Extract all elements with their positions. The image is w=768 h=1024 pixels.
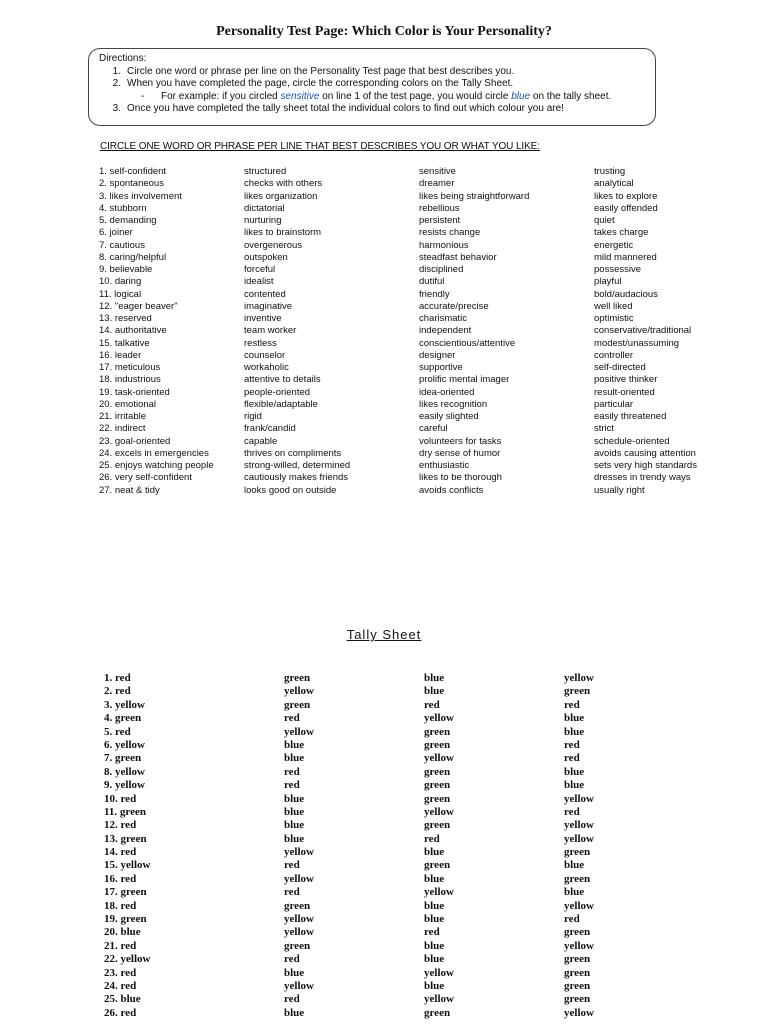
test-row-cell[interactable]: capable xyxy=(244,435,278,447)
tally-row xyxy=(104,859,664,872)
test-row xyxy=(99,411,739,423)
tally-sheet-table xyxy=(104,672,664,1020)
test-row xyxy=(99,448,739,460)
tally-row-cell[interactable]: green xyxy=(564,926,591,939)
test-row-cell[interactable]: disciplined xyxy=(419,264,464,275)
tally-row-cell[interactable]: blue xyxy=(424,939,445,952)
step-text: Circle one word or phrase per line on the Personality Test page that best describes you. xyxy=(127,65,515,77)
test-row-cell[interactable]: 4. stubborn xyxy=(99,202,147,214)
tally-row-cell[interactable]: blue xyxy=(424,672,445,684)
test-row-cell[interactable]: 26. very self-confident xyxy=(99,472,192,484)
test-row-cell[interactable]: nurturing xyxy=(244,215,282,226)
test-row-cell[interactable]: 15. talkative xyxy=(99,337,150,349)
test-row-cell[interactable]: team worker xyxy=(244,325,297,337)
tally-row xyxy=(104,980,664,993)
tally-row-cell[interactable]: blue xyxy=(424,872,445,885)
tally-row-cell[interactable]: 13. green xyxy=(104,832,147,845)
test-row-cell[interactable]: avoids conflicts xyxy=(419,484,484,496)
step-text: When you have completed the page, circle the corresponding colors on the Tally Sheet. xyxy=(127,78,514,89)
tally-row-cell[interactable]: blue xyxy=(284,819,305,832)
test-row xyxy=(99,313,739,325)
tally-row-cell[interactable]: 10. red xyxy=(104,792,137,805)
test-row-cell[interactable]: sets very high standards xyxy=(594,460,697,471)
tally-row xyxy=(104,886,664,899)
test-row xyxy=(99,301,739,313)
test-row-cell[interactable]: rebellious xyxy=(419,202,460,214)
tally-row-cell[interactable]: yellow xyxy=(424,993,454,1006)
test-row-cell[interactable]: 11. logical xyxy=(99,288,142,300)
direction-step-1 xyxy=(99,66,645,79)
example-dash: - xyxy=(141,90,145,102)
test-row-cell[interactable]: likes to explore xyxy=(594,190,658,202)
test-row-cell[interactable]: 12. "eager beaver" xyxy=(99,300,178,312)
test-row-cell[interactable]: enthusiastic xyxy=(419,460,470,471)
tally-row-cell[interactable]: 2. red xyxy=(104,685,131,698)
tally-row-cell[interactable]: yellow xyxy=(564,1006,594,1019)
test-row-cell[interactable]: self-directed xyxy=(594,362,646,373)
tally-row-cell[interactable]: yellow xyxy=(424,886,454,899)
test-row-cell[interactable]: restless xyxy=(244,337,277,349)
test-row-cell[interactable]: counselor xyxy=(244,349,286,361)
tally-row-cell[interactable]: green xyxy=(424,779,451,792)
tally-row-cell[interactable]: green xyxy=(424,738,451,751)
tally-row-cell[interactable]: 6. yellow xyxy=(104,738,145,751)
tally-row-cell[interactable]: yellow xyxy=(564,792,594,805)
tally-row xyxy=(104,846,664,859)
test-row-cell[interactable]: steadfast behavior xyxy=(419,251,497,263)
tally-row-cell[interactable]: 21. red xyxy=(104,939,137,952)
tally-row xyxy=(104,806,664,819)
test-row xyxy=(99,350,739,362)
test-row-cell[interactable]: dry sense of humor xyxy=(419,447,501,459)
test-row-cell[interactable]: possessive xyxy=(594,264,641,275)
tally-row-cell[interactable]: blue xyxy=(424,979,445,992)
test-row-cell[interactable]: careful xyxy=(419,423,448,435)
tally-row xyxy=(104,940,664,953)
test-row xyxy=(99,191,739,203)
tally-row-cell[interactable]: yellow xyxy=(424,805,454,818)
tally-row-cell[interactable]: red xyxy=(424,832,440,845)
tally-row-cell[interactable]: 1. red xyxy=(104,672,131,684)
test-row xyxy=(99,203,739,215)
tally-row-cell[interactable]: yellow xyxy=(284,913,314,926)
tally-row-cell[interactable]: blue xyxy=(564,859,585,872)
test-row xyxy=(99,485,739,497)
test-row-cell[interactable]: likes to brainstorm xyxy=(244,227,322,239)
test-row-cell[interactable]: designer xyxy=(419,349,456,361)
tally-row-cell[interactable]: 12. red xyxy=(104,819,137,832)
tally-row-cell[interactable]: green xyxy=(284,672,311,684)
tally-row-cell[interactable]: blue xyxy=(564,886,585,899)
test-row-cell[interactable]: easily offended xyxy=(594,202,658,214)
test-row xyxy=(99,215,739,227)
tally-row xyxy=(104,793,664,806)
tally-row-cell[interactable]: red xyxy=(564,738,580,751)
tally-row-cell[interactable]: green xyxy=(424,1006,451,1019)
tally-row-cell[interactable]: 22. yellow xyxy=(104,953,151,966)
test-row-cell[interactable]: attentive to details xyxy=(244,374,321,386)
tally-title: Tally Sheet xyxy=(346,627,422,642)
tally-row-cell[interactable]: 18. red xyxy=(104,899,137,912)
test-row-cell[interactable]: 3. likes involvement xyxy=(99,190,182,202)
tally-row-cell[interactable]: red xyxy=(284,953,300,966)
test-row-cell[interactable]: structured xyxy=(244,166,287,177)
test-row-cell[interactable]: bold/audacious xyxy=(594,288,658,300)
test-row-cell[interactable]: particular xyxy=(594,398,634,410)
tally-row xyxy=(104,766,664,779)
tally-row-cell[interactable]: blue xyxy=(284,738,305,751)
test-row-cell[interactable]: volunteers for tasks xyxy=(419,435,502,447)
test-row xyxy=(99,362,739,374)
test-row xyxy=(99,276,739,288)
tally-row-cell[interactable]: green xyxy=(424,819,451,832)
tally-row-cell[interactable]: yellow xyxy=(284,926,314,939)
test-row-cell[interactable]: playful xyxy=(594,276,622,288)
tally-row xyxy=(104,712,664,725)
tally-row-cell[interactable]: 8. yellow xyxy=(104,765,145,778)
direction-step-2 xyxy=(99,78,645,91)
test-row-cell[interactable]: flexible/adaptable xyxy=(244,398,318,410)
tally-row-cell[interactable]: blue xyxy=(424,953,445,966)
tally-row xyxy=(104,993,664,1006)
tally-row-cell[interactable]: green xyxy=(564,872,591,885)
tally-row-cell[interactable]: red xyxy=(284,859,300,872)
tally-row-cell[interactable]: green xyxy=(564,846,591,859)
tally-row-cell[interactable]: green xyxy=(564,993,591,1006)
tally-row-cell[interactable]: yellow xyxy=(564,899,594,912)
test-row-cell[interactable]: outspoken xyxy=(244,251,288,263)
tally-row-cell[interactable]: green xyxy=(424,765,451,778)
example-word: sensitive xyxy=(280,90,320,102)
test-row-cell[interactable]: 19. task-oriented xyxy=(99,386,170,398)
test-row-cell[interactable]: looks good on outside xyxy=(244,484,337,496)
tally-row-cell[interactable]: green xyxy=(284,899,311,912)
test-row-cell[interactable]: friendly xyxy=(419,288,450,300)
tally-row xyxy=(104,685,664,698)
test-row-cell[interactable]: 6. joiner xyxy=(99,227,133,239)
tally-row xyxy=(104,926,664,939)
test-row-cell[interactable]: rigid xyxy=(244,411,262,422)
test-row xyxy=(99,472,739,484)
tally-row xyxy=(104,913,664,926)
test-row-cell[interactable]: resists change xyxy=(419,227,481,239)
example-post: on the tally sheet. xyxy=(532,90,612,102)
directions-label: Directions: xyxy=(99,53,147,64)
test-row-cell[interactable]: sensitive xyxy=(419,166,456,177)
test-row-cell[interactable]: forceful xyxy=(244,264,276,275)
test-row-cell[interactable]: idea-oriented xyxy=(419,386,475,398)
test-row-cell[interactable]: 25. enjoys watching people xyxy=(99,460,214,471)
test-row-cell[interactable]: 16. leader xyxy=(99,349,142,361)
tally-row xyxy=(104,672,664,685)
tally-row-cell[interactable]: yellow xyxy=(284,846,314,859)
test-row-cell[interactable]: 1. self-confident xyxy=(99,166,167,177)
tally-row xyxy=(104,953,664,966)
test-row-cell[interactable]: 10. daring xyxy=(99,276,142,288)
tally-row-cell[interactable]: red xyxy=(284,765,300,778)
test-row xyxy=(99,178,739,190)
test-row-cell[interactable]: result-oriented xyxy=(594,386,655,398)
test-row-cell[interactable]: 5. demanding xyxy=(99,215,157,226)
tally-row-cell[interactable]: 19. green xyxy=(104,913,147,926)
test-row-cell[interactable]: likes being straightforward xyxy=(419,190,530,202)
tally-row-cell[interactable]: 5. red xyxy=(104,725,131,738)
test-row-cell[interactable]: 27. neat & tidy xyxy=(99,484,160,496)
tally-row xyxy=(104,752,664,765)
test-row xyxy=(99,227,739,239)
tally-row-cell[interactable]: red xyxy=(564,698,580,711)
direction-example xyxy=(99,91,645,104)
tally-row-cell[interactable]: yellow xyxy=(424,752,454,765)
tally-row-cell[interactable]: green xyxy=(564,979,591,992)
tally-row-cell[interactable]: red xyxy=(564,805,580,818)
tally-row-cell[interactable]: blue xyxy=(424,685,445,698)
tally-row-cell[interactable]: green xyxy=(564,685,591,698)
tally-row-cell[interactable]: green xyxy=(284,698,311,711)
test-row-cell[interactable]: dreamer xyxy=(419,178,455,190)
tally-row-cell[interactable]: blue xyxy=(564,765,585,778)
tally-row-cell[interactable]: red xyxy=(284,712,300,725)
test-row-cell[interactable]: overgenerous xyxy=(244,239,303,251)
test-row xyxy=(99,399,739,411)
tally-row-cell[interactable]: blue xyxy=(424,913,445,926)
direction-step-3 xyxy=(99,103,645,116)
test-row-cell[interactable]: avoids causing attention xyxy=(594,447,696,459)
test-row xyxy=(99,325,739,337)
test-row xyxy=(99,387,739,399)
test-row-cell[interactable]: dictatorial xyxy=(244,202,285,214)
tally-row-cell[interactable]: red xyxy=(564,752,580,765)
tally-row-cell[interactable]: yellow xyxy=(284,685,314,698)
page-title: Personality Test Page: Which Color is Your Personality? xyxy=(216,24,552,39)
tally-row-cell[interactable]: yellow xyxy=(424,966,454,979)
test-row-cell[interactable]: optimistic xyxy=(594,313,634,324)
tally-row xyxy=(104,739,664,752)
tally-row-cell[interactable]: yellow xyxy=(284,979,314,992)
test-row-cell[interactable]: supportive xyxy=(419,362,463,373)
tally-row-cell[interactable]: red xyxy=(284,993,300,1006)
tally-row-cell[interactable]: 11. green xyxy=(104,805,146,818)
test-row-cell[interactable]: idealist xyxy=(244,276,274,288)
test-row-cell[interactable]: easily slighted xyxy=(419,411,479,422)
tally-row-cell[interactable]: blue xyxy=(424,846,445,859)
test-row-cell[interactable]: schedule-oriented xyxy=(594,435,670,447)
tally-row-cell[interactable]: 26. red xyxy=(104,1006,137,1019)
tally-row-cell[interactable]: blue xyxy=(284,752,305,765)
personality-test-table xyxy=(99,166,739,497)
test-row-cell[interactable]: dresses in trendy ways xyxy=(594,472,691,484)
tally-row xyxy=(104,726,664,739)
tally-row-cell[interactable]: green xyxy=(284,939,311,952)
test-row-cell[interactable]: thrives on compliments xyxy=(244,447,342,459)
tally-row-cell[interactable]: blue xyxy=(564,725,585,738)
tally-row-cell[interactable]: green xyxy=(564,966,591,979)
test-row-cell[interactable]: trusting xyxy=(594,166,626,177)
test-row-cell[interactable]: strong-willed, determined xyxy=(244,460,351,471)
tally-row-cell[interactable]: yellow xyxy=(564,832,594,845)
test-row-cell[interactable]: workaholic xyxy=(244,362,289,373)
tally-row-cell[interactable]: yellow xyxy=(284,725,314,738)
test-row-cell[interactable]: likes recognition xyxy=(419,398,488,410)
test-row-cell[interactable]: 7. cautious xyxy=(99,239,145,251)
tally-row-cell[interactable]: 9. yellow xyxy=(104,779,145,792)
tally-row-cell[interactable]: 4. green xyxy=(104,712,142,725)
tally-row-cell[interactable]: 14. red xyxy=(104,846,137,859)
test-row-cell[interactable]: persistent xyxy=(419,215,461,226)
tally-row-cell[interactable]: 3. yellow xyxy=(104,698,145,711)
test-row xyxy=(99,166,739,178)
test-row-cell[interactable]: contented xyxy=(244,288,286,300)
tally-row-cell[interactable]: red xyxy=(284,886,300,899)
example-color: blue xyxy=(511,90,531,102)
test-row-cell[interactable]: 17. meticulous xyxy=(99,362,161,373)
tally-row xyxy=(104,819,664,832)
test-row-cell[interactable]: 21. irritable xyxy=(99,411,146,422)
test-row-cell[interactable]: 13. reserved xyxy=(99,313,152,324)
tally-row-cell[interactable]: 17. green xyxy=(104,886,147,899)
tally-row-cell[interactable]: yellow xyxy=(564,819,594,832)
test-row-cell[interactable]: prolific mental imager xyxy=(419,374,510,386)
step-number: 1. xyxy=(112,65,121,77)
test-row-cell[interactable]: dutiful xyxy=(419,276,445,288)
tally-row xyxy=(104,1007,664,1020)
test-row-cell[interactable]: modest/unassuming xyxy=(594,337,680,349)
tally-row-cell[interactable]: blue xyxy=(284,832,305,845)
tally-row-cell[interactable]: yellow xyxy=(564,939,594,952)
step-number: 3. xyxy=(112,103,121,114)
test-row-cell[interactable]: inventive xyxy=(244,313,282,324)
test-row-cell[interactable]: 24. excels in emergencies xyxy=(99,447,209,459)
test-row xyxy=(99,460,739,472)
test-row-cell[interactable]: frank/candid xyxy=(244,423,296,435)
test-row-cell[interactable]: 9. believable xyxy=(99,264,153,275)
tally-row-cell[interactable]: yellow xyxy=(564,672,594,684)
test-row-cell[interactable]: 8. caring/helpful xyxy=(99,251,167,263)
test-row xyxy=(99,338,739,350)
test-row-cell[interactable]: 23. goal-oriented xyxy=(99,435,171,447)
test-row-cell[interactable]: charismatic xyxy=(419,313,468,324)
test-row-cell[interactable]: 20. emotional xyxy=(99,398,157,410)
test-row xyxy=(99,240,739,252)
tally-row-cell[interactable]: red xyxy=(424,698,440,711)
tally-row-cell[interactable]: 7. green xyxy=(104,752,142,765)
tally-row-cell[interactable]: 24. red xyxy=(104,979,137,992)
test-row-cell[interactable]: 18. industrious xyxy=(99,374,161,386)
test-row-cell[interactable]: independent xyxy=(419,325,472,337)
test-row-cell[interactable]: positive thinker xyxy=(594,374,658,386)
tally-row xyxy=(104,779,664,792)
test-row-cell[interactable]: checks with others xyxy=(244,178,323,190)
tally-row-cell[interactable]: blue xyxy=(564,779,585,792)
test-heading: CIRCLE ONE WORD OR PHRASE PER LINE THAT BEST DESCRIBES YOU OR WHAT YOU LIKE: xyxy=(100,141,540,152)
tally-row xyxy=(104,873,664,886)
tally-row xyxy=(104,833,664,846)
tally-row xyxy=(104,967,664,980)
tally-row-cell[interactable]: 23. red xyxy=(104,966,137,979)
test-row xyxy=(99,252,739,264)
tally-row-cell[interactable]: red xyxy=(424,926,440,939)
step-number: 2. xyxy=(112,78,121,89)
step-text: Once you have completed the tally sheet total the individual colors to find out which colour you are! xyxy=(127,103,564,114)
test-row xyxy=(99,436,739,448)
tally-row-cell[interactable]: blue xyxy=(284,792,305,805)
test-row-cell[interactable]: conscientious/attentive xyxy=(419,337,516,349)
example-mid: on line 1 of the test page, you would circle xyxy=(322,90,509,102)
test-row-cell[interactable]: 22. indirect xyxy=(99,423,146,435)
tally-row-cell[interactable]: 16. red xyxy=(104,872,137,885)
tally-row-cell[interactable]: blue xyxy=(564,712,585,725)
example-pre: For example: if you circled xyxy=(161,90,278,102)
test-row xyxy=(99,264,739,276)
test-row-cell[interactable]: conservative/traditional xyxy=(594,325,692,337)
tally-row-cell[interactable]: red xyxy=(284,779,300,792)
tally-row-cell[interactable]: green xyxy=(424,792,451,805)
test-row-cell[interactable]: likes to be thorough xyxy=(419,472,502,484)
test-row-cell[interactable]: imaginative xyxy=(244,300,293,312)
tally-row-cell[interactable]: green xyxy=(424,725,451,738)
test-row-cell[interactable]: energetic xyxy=(594,239,634,251)
tally-row-cell[interactable]: 25. blue xyxy=(104,993,141,1006)
test-row-cell[interactable]: usually right xyxy=(594,484,645,496)
tally-row-cell[interactable]: yellow xyxy=(424,712,454,725)
tally-row-cell[interactable]: 20. blue xyxy=(104,926,141,939)
tally-row-cell[interactable]: green xyxy=(424,859,451,872)
tally-row xyxy=(104,900,664,913)
directions-box xyxy=(88,48,656,126)
tally-row-cell[interactable]: blue xyxy=(284,1006,305,1019)
test-row-cell[interactable]: takes charge xyxy=(594,227,649,239)
test-row-cell[interactable]: accurate/precise xyxy=(419,300,489,312)
tally-row-cell[interactable]: blue xyxy=(424,899,445,912)
test-row-cell[interactable]: quiet xyxy=(594,215,615,226)
tally-row-cell[interactable]: red xyxy=(564,913,580,926)
tally-row-cell[interactable]: blue xyxy=(284,805,305,818)
test-row xyxy=(99,423,739,435)
test-row-cell[interactable]: mild mannered xyxy=(594,251,657,263)
test-row xyxy=(99,374,739,386)
test-row-cell[interactable]: 14. authoritative xyxy=(99,325,167,337)
test-row xyxy=(99,289,739,301)
test-row-cell[interactable]: 2. spontaneous xyxy=(99,178,164,190)
tally-row xyxy=(104,699,664,712)
test-row-cell[interactable]: cautiously makes friends xyxy=(244,472,349,484)
test-row-cell[interactable]: controller xyxy=(594,349,634,361)
tally-row-cell[interactable]: 15. yellow xyxy=(104,859,151,872)
test-row-cell[interactable]: strict xyxy=(594,423,615,435)
test-row-cell[interactable]: well liked xyxy=(594,300,633,312)
test-row-cell[interactable]: harmonious xyxy=(419,239,469,251)
test-row-cell[interactable]: analytical xyxy=(594,178,634,190)
test-row-cell[interactable]: likes organization xyxy=(244,190,318,202)
tally-row-cell[interactable]: blue xyxy=(284,966,305,979)
tally-row-cell[interactable]: green xyxy=(564,953,591,966)
test-row-cell[interactable]: people-oriented xyxy=(244,386,311,398)
tally-row-cell[interactable]: yellow xyxy=(284,872,314,885)
test-row-cell[interactable]: easily threatened xyxy=(594,411,667,422)
